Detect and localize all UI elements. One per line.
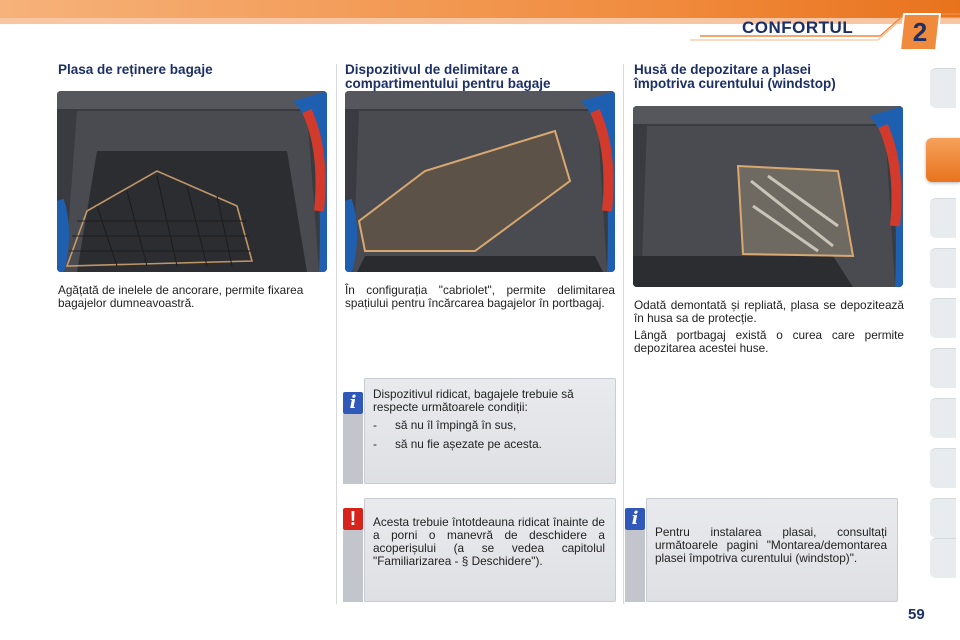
heading-divider-line2: compartimentului pentru bagaje <box>345 76 551 91</box>
windstop-description-2: Lângă portbagaj există o curea care permite depozitarea acestei huse. <box>634 328 904 355</box>
warning-text: Acesta trebuie întotdeauna ridicat înainte de a porni o manevră de deschidere a acoperișului (a se vedea capitolul "Familiarizarea - § Deschidere"). <box>373 515 605 568</box>
info-note-windstop <box>646 498 898 602</box>
trunk-divider-photo <box>345 91 615 272</box>
heading-divider-line1: Dispozitivul de delimitare a <box>345 62 520 77</box>
chapter-title: CONFORTUL <box>742 18 854 37</box>
note-intro: Dispozitivul ridicat, bagajele trebuie să respecte următoarele condiții: <box>373 387 574 414</box>
luggage-net-description: Agățată de inelele de ancorare, permite fixarea bagajelor dumneavoastră. <box>58 283 304 310</box>
info-icon: i <box>343 392 363 414</box>
page-number: 59 <box>908 606 925 623</box>
chapter-tab-2-active[interactable] <box>926 138 960 182</box>
chapter-tab-5[interactable] <box>930 298 956 338</box>
note-bullet <box>373 438 605 451</box>
bullet-dash: - <box>373 437 377 451</box>
warning-icon: ! <box>343 508 363 530</box>
windstop-cover-photo <box>633 106 903 287</box>
heading-luggage-net: Plasa de reținere bagaje <box>58 62 213 77</box>
chapter-tab-6[interactable] <box>930 348 956 388</box>
divider-description: În configurația "cabriolet", permite delimitarea spațiului pentru încărcarea bagajelor în portbagaj. <box>345 283 615 310</box>
note-bullet <box>373 419 605 432</box>
bullet-dash: - <box>373 418 377 432</box>
heading-windstop-line1: Husă de depozitare a plasei <box>634 62 812 77</box>
note-strip <box>343 530 363 602</box>
bullet-text: să nu îl împingă în sus, <box>395 418 517 432</box>
chapter-tab-4[interactable] <box>930 248 956 288</box>
note-strip <box>343 414 363 484</box>
windstop-description-1: Odată demontată și repliată, plasa se depozitează în husa sa de protecție. <box>634 298 904 325</box>
chapter-tab-8[interactable] <box>930 448 956 488</box>
chapter-tab-7[interactable] <box>930 398 956 438</box>
note-strip <box>625 530 645 602</box>
chapter-tab-10[interactable] <box>930 538 956 578</box>
chapter-tab-3[interactable] <box>930 198 956 238</box>
column-divider-1 <box>336 64 337 604</box>
column-divider-2 <box>623 64 624 604</box>
chapter-tab-1[interactable] <box>930 68 956 108</box>
windstop-note-text: Pentru instalarea plasai, consultați următoarele pagini "Montarea/demontarea plasei împotriva curentului (windstop)". <box>655 525 887 565</box>
heading-windstop-line2: împotriva curentului (windstop) <box>634 76 836 91</box>
trunk-net-photo <box>57 91 327 272</box>
bullet-text: să nu fie așezate pe acesta. <box>395 437 542 451</box>
info-icon: i <box>625 508 645 530</box>
info-note-divider <box>364 378 616 484</box>
warning-note-divider <box>364 498 616 602</box>
chapter-tabs <box>926 68 960 578</box>
chapter-number: 2 <box>912 17 928 47</box>
chapter-tab-9[interactable] <box>930 498 956 538</box>
